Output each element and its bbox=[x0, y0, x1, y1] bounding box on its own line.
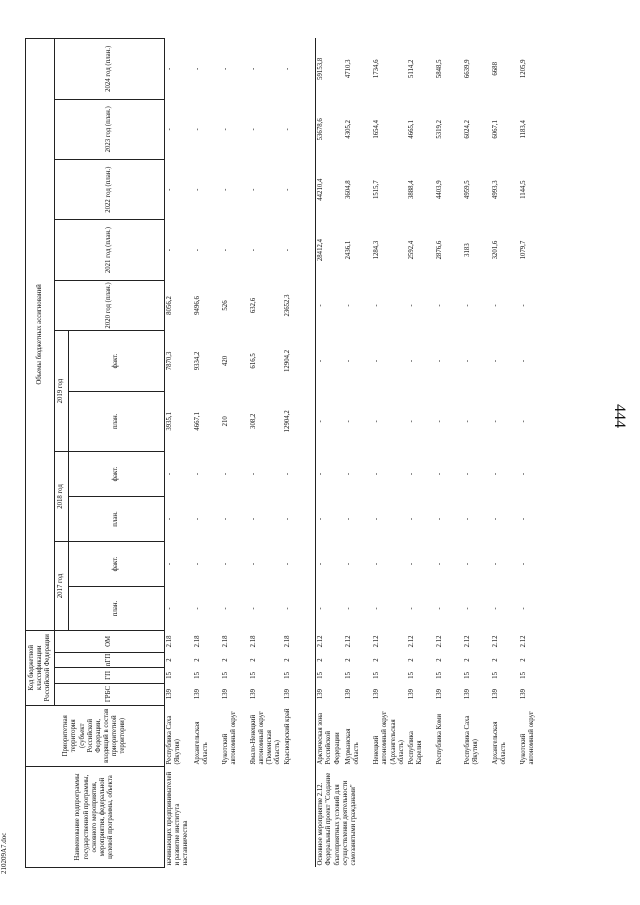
table-cell: - bbox=[193, 607, 201, 610]
table-cell: 632,6 bbox=[249, 297, 257, 314]
table-cell: 1734,6 bbox=[373, 59, 381, 79]
table-cell: - bbox=[407, 472, 415, 476]
table-cell: 139 bbox=[249, 688, 257, 700]
table-cell: - bbox=[345, 607, 353, 610]
table-cell: 2876,6 bbox=[435, 240, 443, 260]
table-cell: - bbox=[435, 517, 443, 521]
table-cell: 15 bbox=[249, 672, 257, 679]
header-name: Наименование подпрограммы государственной программы, основного мероприятия, мероприятия, федеральной целевой программы, объекта bbox=[26, 767, 165, 868]
table-cell: - bbox=[193, 517, 201, 521]
table-cell: 4959,5 bbox=[463, 180, 471, 200]
table-cell: - bbox=[284, 517, 292, 521]
table-cell: - bbox=[463, 359, 471, 363]
table-cell: Красноярский край bbox=[284, 708, 292, 765]
table-cell: - bbox=[193, 562, 201, 566]
table-cell: 139 bbox=[345, 688, 353, 700]
table-cell: 12904,2 bbox=[284, 349, 292, 372]
table-cell: 139 bbox=[373, 688, 381, 700]
table-cell: - bbox=[317, 420, 325, 423]
header-year-2018: 2018 год bbox=[55, 451, 68, 541]
table-cell: - bbox=[249, 248, 257, 252]
table-cell: 9496,6 bbox=[193, 296, 201, 315]
table-cell: Мурманская область bbox=[345, 728, 361, 765]
table-cell: - bbox=[491, 607, 499, 610]
table-cell: - bbox=[435, 562, 443, 566]
table-cell: - bbox=[491, 472, 499, 476]
table-cell: - bbox=[284, 472, 292, 476]
table-cell: - bbox=[519, 359, 527, 363]
table-cell: - bbox=[407, 359, 415, 363]
table-cell: - bbox=[373, 420, 381, 423]
table-cell: Арктическая зона Российской Федерации bbox=[317, 713, 341, 765]
table-cell: - bbox=[193, 188, 201, 191]
table-cell: 139 bbox=[519, 688, 527, 700]
table-cell: 139 bbox=[463, 688, 471, 700]
table-cell: 1515,7 bbox=[373, 180, 381, 200]
table-cell: - bbox=[221, 562, 229, 566]
table-cell: 4305,2 bbox=[345, 119, 353, 139]
table-cell: 2 bbox=[317, 658, 325, 662]
table-cell: 4667,1 bbox=[193, 411, 201, 431]
table-cell: 8056,2 bbox=[165, 296, 173, 315]
table-cell: 526 bbox=[221, 300, 229, 311]
table-cell: 2.12 bbox=[373, 635, 381, 648]
table-cell: 2 bbox=[435, 658, 443, 662]
table-cell: - bbox=[221, 128, 229, 131]
header-2022: 2022 год (план.) bbox=[55, 160, 164, 220]
table-cell: 2 bbox=[221, 658, 229, 662]
table-cell: - bbox=[249, 128, 257, 131]
table-cell: 2.12 bbox=[463, 635, 471, 648]
table-cell: - bbox=[165, 517, 173, 521]
table-cell: 15 bbox=[491, 672, 499, 679]
table-cell: - bbox=[193, 67, 201, 70]
table-cell: - bbox=[345, 304, 353, 307]
table-cell: 2.12 bbox=[407, 635, 415, 648]
table-cell: 4710,3 bbox=[345, 59, 353, 79]
table-cell: 3183 bbox=[463, 243, 471, 257]
table-cell: 308,2 bbox=[249, 413, 257, 429]
table-cell: 15 bbox=[435, 672, 443, 679]
table-cell: - bbox=[317, 304, 325, 307]
table-cell: 2 bbox=[193, 658, 201, 662]
table-cell: - bbox=[519, 420, 527, 423]
header-plan-2018: план. bbox=[68, 496, 164, 541]
table-cell: - bbox=[165, 67, 173, 70]
header-budget-volume: Объемы бюджетных ассигнований bbox=[26, 39, 55, 631]
table-cell: - bbox=[435, 420, 443, 423]
table-cell: - bbox=[435, 607, 443, 610]
table-cell: 139 bbox=[165, 688, 173, 700]
table-cell: 1284,3 bbox=[373, 240, 381, 260]
table-cell: - bbox=[345, 562, 353, 566]
table-cell: 1183,4 bbox=[519, 120, 527, 139]
table-cell: - bbox=[317, 562, 325, 566]
table-cell: - bbox=[317, 359, 325, 363]
table-cell: - bbox=[435, 304, 443, 307]
table-cell: - bbox=[345, 420, 353, 423]
table-cell: 139 bbox=[221, 688, 229, 700]
table-cell: - bbox=[435, 359, 443, 363]
table-cell: - bbox=[463, 304, 471, 307]
table-cell: - bbox=[463, 517, 471, 521]
table-cell: 5848,5 bbox=[435, 59, 443, 79]
table-cell: 2.12 bbox=[345, 635, 353, 648]
table-cell: 4403,9 bbox=[435, 180, 443, 200]
header-gp: ГП bbox=[55, 668, 164, 683]
table-cell: 616,5 bbox=[249, 353, 257, 369]
table-cell: - bbox=[373, 472, 381, 476]
table-cell: - bbox=[193, 128, 201, 131]
table-cell: Чукотский автономный округ bbox=[221, 711, 237, 765]
table-cell: 9334,2 bbox=[193, 351, 201, 371]
table-cell: - bbox=[463, 420, 471, 423]
table-cell: - bbox=[463, 472, 471, 476]
table-cell: - bbox=[221, 472, 229, 476]
table-cell: - bbox=[519, 517, 527, 521]
header-om: ОМ bbox=[55, 630, 164, 652]
header-fact-2017: факт. bbox=[68, 541, 164, 586]
table-cell: - bbox=[249, 472, 257, 476]
table-cell: 5114,2 bbox=[407, 59, 415, 79]
table-cell: 15 bbox=[317, 672, 325, 679]
table-cell: - bbox=[491, 304, 499, 307]
table-cell: - bbox=[345, 517, 353, 521]
table-cell: 15 bbox=[407, 672, 415, 679]
table-cell: 6024,2 bbox=[463, 119, 471, 139]
table-cell: - bbox=[407, 517, 415, 521]
table-cell: - bbox=[491, 420, 499, 423]
table-cell: - bbox=[407, 420, 415, 423]
table-cell: 2.18 bbox=[221, 635, 229, 648]
table-cell: 44210,4 bbox=[317, 178, 325, 201]
table-cell: - bbox=[284, 128, 292, 131]
header-territory: Приоритетная территория (субъект Российской Федерации, входящий в состав приоритетной территории) bbox=[26, 705, 165, 766]
table-cell: - bbox=[249, 517, 257, 521]
table-cell: - bbox=[221, 67, 229, 70]
table-cell: - bbox=[249, 67, 257, 70]
table-cell: 210 bbox=[221, 416, 229, 427]
table-cell: 3201,6 bbox=[491, 240, 499, 260]
table-cell: 139 bbox=[317, 688, 325, 700]
table-cell: - bbox=[221, 607, 229, 610]
table-cell: 28412,4 bbox=[317, 239, 325, 262]
table-cell: 2.18 bbox=[284, 635, 292, 648]
table-cell: - bbox=[284, 188, 292, 191]
table-cell: 139 bbox=[407, 688, 415, 700]
header-fact-2018: факт. bbox=[68, 451, 164, 496]
table-cell: Республика Карелия bbox=[407, 731, 424, 765]
table-cell: 2 bbox=[373, 658, 381, 662]
table-cell: - bbox=[317, 607, 325, 610]
table-cell: - bbox=[373, 359, 381, 363]
table-cell: 2.12 bbox=[519, 635, 527, 648]
table-cell: 3888,4 bbox=[407, 180, 415, 200]
table-cell: - bbox=[407, 562, 415, 566]
table-cell: 53678,6 bbox=[317, 118, 325, 141]
table-cell: 2 bbox=[463, 658, 471, 662]
header-2024: 2024 год (план.) bbox=[55, 39, 164, 100]
table-cell: - bbox=[491, 517, 499, 521]
table-cell: - bbox=[249, 188, 257, 191]
table-cell: - bbox=[519, 562, 527, 566]
table-cell: - bbox=[345, 359, 353, 363]
header-fact-2019: факт. bbox=[68, 331, 164, 391]
table-cell: 1654,4 bbox=[373, 119, 381, 139]
table-cell: 2.12 bbox=[491, 635, 499, 648]
table-cell: 15 bbox=[193, 672, 201, 679]
table-cell: 6639,9 bbox=[463, 59, 471, 79]
table-cell: 6067,1 bbox=[491, 119, 499, 139]
table-cell: 15 bbox=[284, 672, 292, 679]
table-cell: - bbox=[249, 562, 257, 566]
table-cell: - bbox=[193, 472, 201, 476]
table-cell: 2.18 bbox=[193, 635, 201, 648]
table-cell: Республика Саха (Якутия) bbox=[463, 715, 480, 765]
table-cell: 15 bbox=[345, 672, 353, 679]
table-cell: - bbox=[491, 359, 499, 363]
table-cell: - bbox=[284, 67, 292, 70]
table-cell: 15 bbox=[519, 672, 527, 679]
table-cell: - bbox=[221, 517, 229, 521]
table-cell: 2 bbox=[491, 658, 499, 662]
table-cell: 4665,1 bbox=[407, 119, 415, 139]
table-cell: - bbox=[407, 607, 415, 610]
table-cell: 3604,8 bbox=[345, 180, 353, 200]
table-cell: - bbox=[435, 472, 443, 476]
table-cell: - bbox=[491, 562, 499, 566]
table-cell: - bbox=[519, 472, 527, 476]
header-2020: 2020 год (план.) bbox=[55, 280, 164, 330]
table-cell: 15 bbox=[373, 672, 381, 679]
table-cell: - bbox=[165, 188, 173, 191]
table-cell: 2436,1 bbox=[345, 240, 353, 260]
table-cell: Ямало-Ненецкий автономный округ (Тюменская область) bbox=[249, 711, 282, 765]
header-plan-2019: план. bbox=[68, 391, 164, 451]
rotated-table-container bbox=[25, 38, 615, 868]
table-cell: - bbox=[193, 248, 201, 252]
table-cell: - bbox=[373, 562, 381, 566]
table-cell: 139 bbox=[193, 688, 201, 700]
table-cell: Республика Коми bbox=[435, 714, 443, 765]
table-cell: - bbox=[463, 607, 471, 610]
table-cell: 2 bbox=[284, 658, 292, 662]
page-number: 444 bbox=[611, 404, 628, 428]
table-cell: - bbox=[249, 607, 257, 610]
table-cell: - bbox=[165, 562, 173, 566]
header-grbs: ГРБС bbox=[55, 683, 164, 705]
table-cell: 1079,7 bbox=[519, 240, 527, 260]
table-cell: 5319,2 bbox=[435, 119, 443, 139]
table-cell: 2 bbox=[407, 658, 415, 662]
table-cell: - bbox=[519, 607, 527, 610]
table-cell: - bbox=[373, 304, 381, 307]
table-cell: - bbox=[373, 607, 381, 610]
table-cell: 2 bbox=[249, 658, 257, 662]
header-budget-code: Код бюджетной классификации Российской Федерации bbox=[26, 630, 55, 705]
table-cell: - bbox=[165, 248, 173, 252]
table-cell: 2.18 bbox=[249, 635, 257, 648]
table-cell: Архангельская область bbox=[193, 721, 209, 765]
table-cell: 139 bbox=[435, 688, 443, 700]
table-cell: 12904,2 bbox=[284, 410, 292, 433]
table-cell: 2.18 bbox=[165, 635, 173, 648]
header-plan-2017: план. bbox=[68, 586, 164, 630]
table-cell: 4993,3 bbox=[491, 180, 499, 200]
footer-file-code: 210209А7.doc bbox=[0, 832, 8, 874]
table-cell: - bbox=[519, 304, 527, 307]
table-cell: 2.12 bbox=[435, 635, 443, 648]
table-cell: 2592,4 bbox=[407, 240, 415, 260]
table-cell: 2 bbox=[165, 658, 173, 662]
table-cell: 15 bbox=[463, 672, 471, 679]
table-cell: 3935,1 bbox=[165, 411, 173, 431]
table-cell: 2 bbox=[345, 658, 353, 662]
table-cell: - bbox=[317, 517, 325, 521]
table-cell: 15 bbox=[165, 672, 173, 679]
table-cell: 23652,3 bbox=[284, 294, 292, 317]
table-cell: - bbox=[284, 607, 292, 610]
table-cell: - bbox=[463, 562, 471, 566]
table-cell: - bbox=[221, 188, 229, 191]
table-cell: - bbox=[165, 472, 173, 476]
table-cell: 2.12 bbox=[317, 635, 325, 648]
table-cell: 139 bbox=[284, 688, 292, 700]
table-cell: 15 bbox=[221, 672, 229, 679]
table-cell: - bbox=[165, 607, 173, 610]
header-2021: 2021 год (план.) bbox=[55, 220, 164, 280]
budget-table bbox=[25, 38, 547, 868]
table-cell: Республика Саха (Якутия) bbox=[165, 715, 181, 765]
table-cell: 420 bbox=[221, 355, 229, 367]
table-cell: 59153,8 bbox=[317, 57, 325, 80]
table-cell: - bbox=[317, 472, 325, 476]
table-cell: Ненецкий автономный округ (Архангельская область) bbox=[373, 711, 405, 765]
table-cell: - bbox=[284, 248, 292, 252]
table-cell: 1144,5 bbox=[519, 180, 527, 199]
header-2023: 2023 год (план.) bbox=[55, 99, 164, 159]
row-group-1-name: начинающих предпринимателей и развитие института наставничества bbox=[165, 771, 189, 866]
header-year-2017: 2017 год bbox=[55, 541, 68, 630]
table-cell: Архангельская область bbox=[491, 721, 508, 765]
table-cell: - bbox=[221, 248, 229, 252]
table-cell: - bbox=[345, 472, 353, 476]
table-cell: Чукотский автономный округ bbox=[519, 711, 536, 765]
row-group-2-name: Основное мероприятие 2.12. Федеральный проект "Создание благоприятных условий для осуществления деятельности самозанятыми гражданами" bbox=[317, 772, 357, 866]
table-cell: - bbox=[165, 128, 173, 131]
header-pgp: пГП bbox=[55, 652, 164, 667]
table-cell: - bbox=[407, 304, 415, 307]
table-cell: - bbox=[284, 562, 292, 566]
table-cell: 139 bbox=[491, 688, 499, 700]
header-year-2019: 2019 год bbox=[55, 331, 68, 452]
table-cell: - bbox=[373, 517, 381, 521]
table-cell: 6688 bbox=[491, 62, 499, 76]
table-cell: 7870,3 bbox=[165, 351, 173, 371]
table-cell: 2 bbox=[519, 658, 527, 662]
table-cell: 1205,9 bbox=[519, 59, 527, 79]
